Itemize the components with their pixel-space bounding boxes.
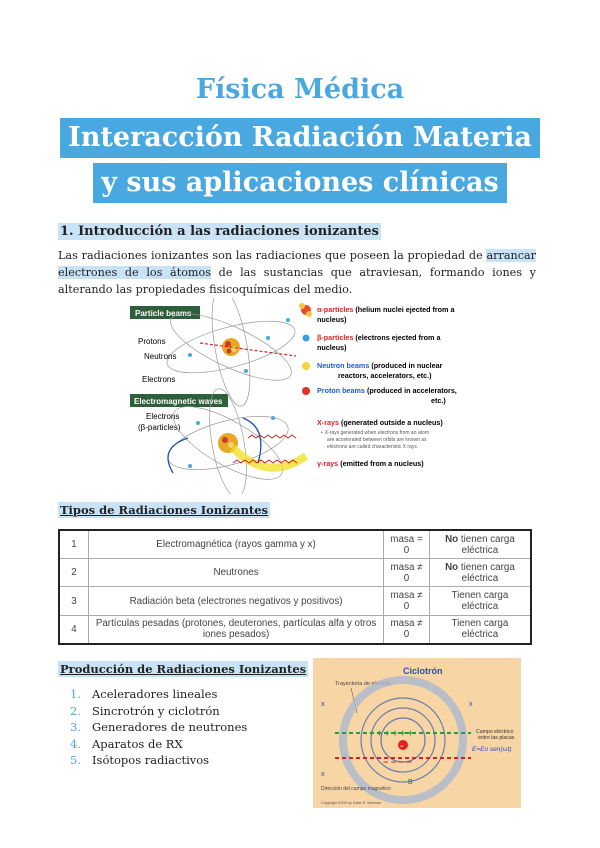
section-heading-production: Producción de Radiaciones Ionizantes: [60, 662, 307, 676]
neutron-icon: [302, 362, 310, 370]
table-row: [59, 559, 531, 587]
neutron-text: Neutron beams (produced in nuclear: [317, 361, 443, 370]
list-item: 4. Aparatos de RX: [70, 736, 183, 751]
formula: E=Eo sen(ωt): [472, 746, 512, 753]
row-charge: Tienen carga eléctrica: [429, 587, 531, 615]
row-charge: No tienen carga eléctrica: [429, 530, 531, 559]
row-mass: masa ≠ 0: [384, 587, 430, 615]
list-item: 2. Sincrotrón y ciclotrón: [70, 703, 220, 718]
electrons2-label: Electrons: [146, 412, 180, 421]
section-heading-intro: 1. Introducción a las radiaciones ionizantes: [60, 224, 379, 239]
row-mass: masa ≠ 0: [384, 615, 430, 644]
b-label: B: [408, 779, 413, 786]
svg-text:−: −: [400, 744, 404, 750]
beta-text: β-particles (electrons ejected from a: [317, 333, 441, 342]
gamma-text: γ-rays (emitted from a nucleus): [317, 459, 424, 468]
row-number: 2: [59, 559, 89, 587]
proton-text-2: etc.): [431, 396, 446, 405]
svg-text:x: x: [321, 771, 325, 778]
particle-beams-label: Particle beams: [135, 309, 192, 318]
trajectory-label: Trayectoria de electrón: [335, 681, 392, 687]
row-type: Partículas pesadas (protones, deuterones, partículas alfa y otros iones pesados): [89, 615, 384, 644]
svg-text:x: x: [469, 701, 473, 708]
radiation-types-figure: [128, 298, 504, 494]
xray-note-2: are accelerated between orbits are known as: [327, 437, 427, 443]
list-item: 3. Generadores de neutrones: [70, 720, 248, 734]
x-mark: x: [321, 701, 325, 708]
svg-text:− − − −: − − − −: [383, 757, 412, 767]
row-mass: masa = 0: [384, 530, 430, 559]
radiation-diagram: [128, 298, 504, 494]
row-type: Neutrones: [89, 559, 384, 587]
row-mass: masa ≠ 0: [384, 559, 430, 587]
row-number: 1: [59, 530, 89, 559]
xray-text: X-rays (generated outside a nucleus): [317, 418, 443, 427]
field-label-1: Campo eléctrico: [476, 729, 514, 735]
alpha-text-2: nucleus): [317, 315, 347, 324]
document-title: Física Médica: [195, 74, 405, 105]
neutrons-label: Neutrons: [144, 352, 177, 361]
table-row: [59, 587, 531, 615]
row-number: 4: [59, 615, 89, 644]
xray-note-3: electrons are called characteristic X rays.: [327, 444, 419, 450]
neutron-text-2: reactors, accelerators, etc.): [338, 371, 432, 380]
radiation-types-table: [58, 529, 532, 645]
intro-paragraph: Las radiaciones ionizantes son las radiaciones que poseen la propiedad de arrancar electrones de los átomos de las sustancias que atraviesan, formando iones y alterando las propiedades fisicoquímicas del medio.: [58, 249, 536, 296]
field-label-2: entre las placas: [478, 735, 515, 741]
electrons-label: Electrons: [142, 375, 176, 384]
table-row: [59, 615, 531, 644]
table-row: [59, 530, 531, 559]
beta-text-2: nucleus): [317, 343, 347, 352]
document-subtitle-line1: Interacción Radiación Materia: [0, 118, 600, 158]
protons-label: Protons: [138, 337, 166, 346]
section-heading-types: Tipos de Radiaciones Ionizantes: [60, 503, 269, 517]
row-charge: Tienen carga eléctrica: [429, 615, 531, 644]
alpha-text: α-particles (helium nuclei ejected from a: [317, 305, 455, 314]
magnetic-label: Dirección del campo magnético: [321, 786, 391, 792]
row-type: Electromagnética (rayos gamma y x): [89, 530, 384, 559]
proton-icon: [302, 387, 310, 395]
proton-text: Proton beams (produced in accelerators,: [317, 386, 457, 395]
document-subtitle-line2: y sus aplicaciones clínicas: [0, 163, 600, 203]
row-number: 3: [59, 587, 89, 615]
row-charge: No tienen carga eléctrica: [429, 559, 531, 587]
beta-particles-label: (β-particles): [138, 423, 181, 432]
list-item: 1. Aceleradores lineales: [70, 687, 218, 701]
copyright: Copyright 2009 by Katie E. Wieman: [321, 801, 382, 805]
cyclotron-title: Ciclotrón: [403, 666, 443, 676]
list-item: 5. Isótopos radiactivos: [70, 753, 210, 767]
cyclotron-figure: [313, 658, 521, 808]
production-list: [70, 686, 247, 769]
row-type: Radiación beta (electrones negativos y positivos): [89, 587, 384, 615]
svg-text:+ + + + + +: + + + + + +: [369, 728, 414, 738]
em-waves-label: Electromagnetic waves: [134, 397, 223, 406]
beta-icon: [303, 335, 310, 342]
xray-note-1: • X-rays generated when electrons from an atom: [321, 430, 429, 436]
cyclotron-diagram: [313, 658, 521, 808]
